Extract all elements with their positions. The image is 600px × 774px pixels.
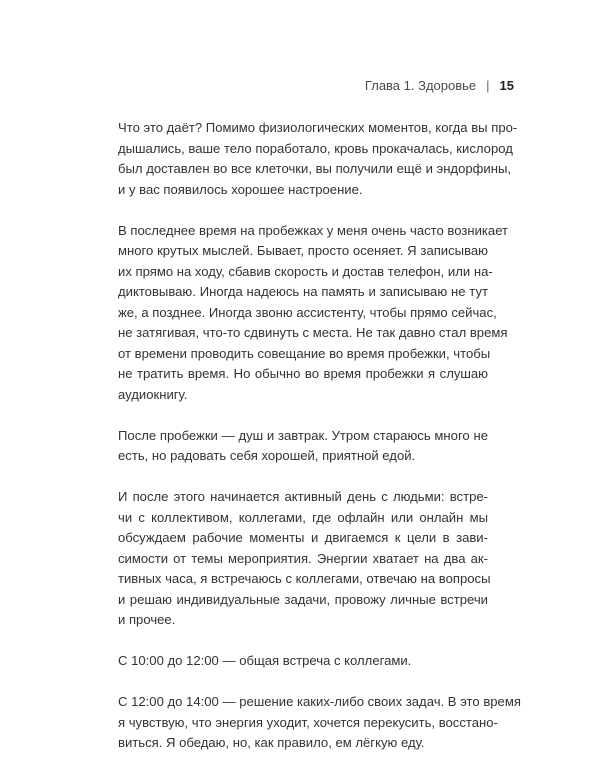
text-line: тивных часа, я встречаюсь с коллегами, отвечаю на вопросы xyxy=(118,571,491,586)
paragraph xyxy=(118,487,491,631)
text-line: же, а позднее. Иногда звоню ассистенту, чтобы прямо сейчас, xyxy=(118,304,497,320)
text-line: много крутых мыслей. Бывает, просто осеняет. Я записываю xyxy=(118,243,488,258)
page-number: 15 xyxy=(499,77,514,93)
text-line: был доставлен во все клеточки, вы получили ещё и эндорфины, xyxy=(118,161,512,176)
text-line: и у вас появилось хорошее настроение. xyxy=(118,181,363,197)
paragraph xyxy=(118,692,521,754)
text-line: виться. Я обедаю, но, как правило, ем лёгкую еду. xyxy=(118,735,425,750)
text-line: от времени проводить совещание во время пробежки, чтобы xyxy=(118,345,491,361)
text-line: После пробежки — душ и завтрак. Утром стараюсь много не xyxy=(118,427,488,443)
header-separator: | xyxy=(486,77,490,93)
paragraph xyxy=(118,118,518,200)
paragraph xyxy=(118,651,488,672)
text-line: и решаю индивидуальные задачи, провожу личные встречи xyxy=(118,591,488,607)
text-line: их прямо на ходу, сбавив скорость и достав телефон, или на- xyxy=(118,263,493,279)
paragraph xyxy=(118,426,488,467)
text-line: не тратить время. Но обычно во время пробежки я слушаю xyxy=(118,366,488,381)
text-line: и прочее. xyxy=(118,612,176,627)
text-line: С 12:00 до 14:00 — решение каких-либо своих задач. В это время xyxy=(118,694,521,709)
text-line: С 10:00 до 12:00 — общая встреча с коллегами. xyxy=(118,653,412,668)
text-line: обсуждаем рабочие моменты и двигаемся к цели в зави- xyxy=(118,530,488,545)
text-line: аудиокнигу. xyxy=(118,386,188,402)
text-line: не затягивая, что-то сдвинуть с места. Не так давно стал время xyxy=(118,325,508,340)
text-line: И после этого начинается активный день с людьми: встре- xyxy=(118,489,488,504)
text-line: диктовываю. Иногда надеюсь на память и записываю не тут xyxy=(118,284,488,299)
chapter-title: Глава 1. Здоровье xyxy=(364,77,477,93)
text-line: чи с коллективом, коллегами, где офлайн или онлайн мы xyxy=(118,509,488,525)
text-line: я чувствую, что энергия уходит, хочется перекусить, восстано- xyxy=(118,714,498,730)
paragraph xyxy=(118,221,509,406)
text-line: симости от темы мероприятия. Энергии хватает на два ак- xyxy=(118,550,488,566)
text-line: дышались, ваше тело поработало, кровь прокачалась, кислород xyxy=(118,140,513,156)
running-header xyxy=(0,76,514,94)
page-body xyxy=(118,118,521,774)
text-line: есть, но радовать себя хорошей, приятной едой. xyxy=(118,448,416,463)
text-line: Что это даёт? Помимо физиологических моментов, когда вы про- xyxy=(118,120,518,135)
text-line: В последнее время на пробежках у меня очень часто возникает xyxy=(118,222,509,238)
